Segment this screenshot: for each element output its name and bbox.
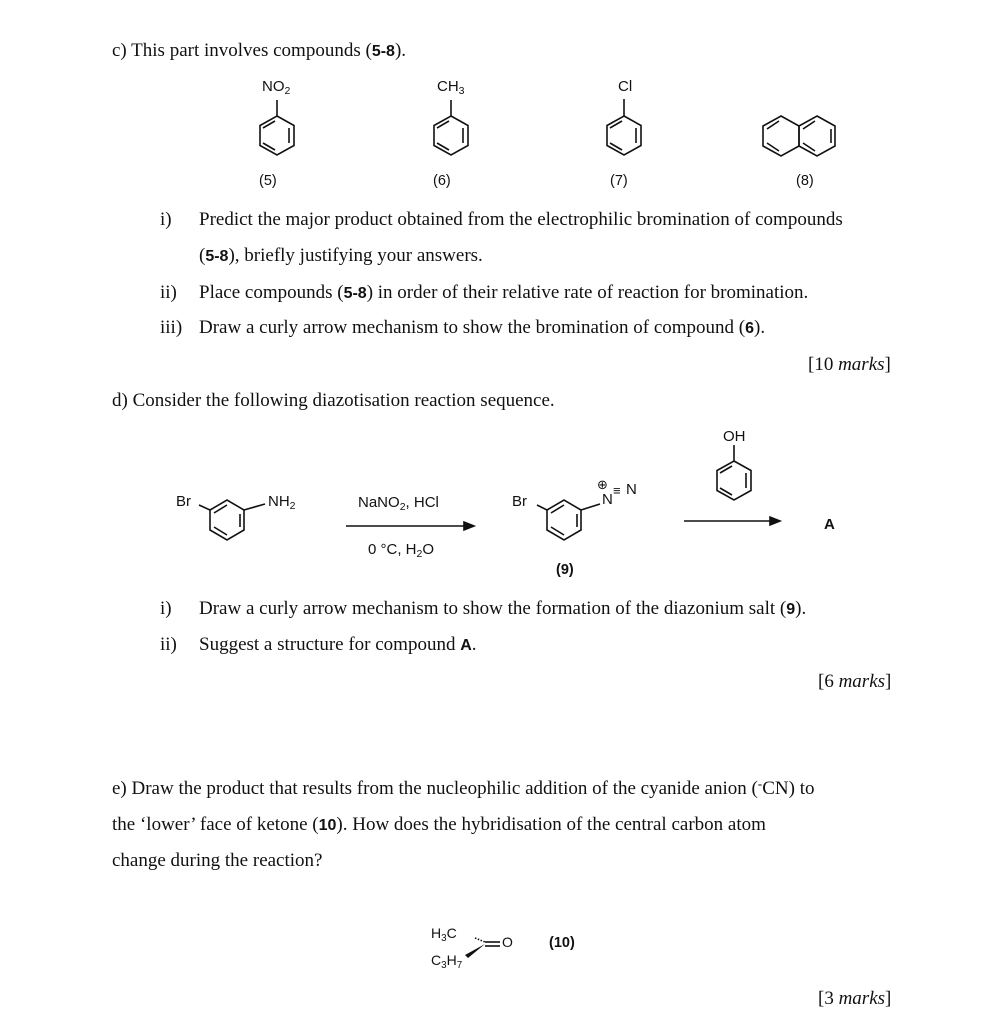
part-e-line-3: change during the reaction? bbox=[112, 850, 323, 871]
benzene-ring-bromoaniline bbox=[199, 500, 265, 540]
part-d-question-i: Draw a curly arrow mechanism to show the formation of the diazonium salt (9). bbox=[199, 598, 807, 619]
part-c-question-i-line2: (5-8), briefly justifying your answers. bbox=[199, 245, 483, 266]
diazonium-n1-label: N bbox=[602, 491, 613, 508]
ketone-compound-label: (10) bbox=[549, 935, 575, 951]
compound-5-substituent: $NO_2$ bbox=[262, 78, 291, 97]
diazonium-positive-charge: ⊕ bbox=[597, 477, 608, 492]
bromoaniline-br-label: Br bbox=[176, 493, 191, 510]
reaction-arrow-2 bbox=[684, 517, 780, 525]
part-c-heading: c) This part involves compounds (5-8). bbox=[112, 40, 407, 61]
benzene-ring-7 bbox=[607, 99, 641, 155]
diazonium-triple-bond: ≡ bbox=[613, 483, 621, 498]
bromoaniline-nh2-label: $NH_2$ bbox=[268, 493, 296, 512]
reagent-top-label: NaNO$_2$, HCl bbox=[358, 494, 439, 513]
part-e-marks: [3 marks] bbox=[818, 988, 892, 1009]
phenol-oh-label: OH bbox=[723, 428, 746, 445]
part-c-marks: [10 marks] bbox=[808, 354, 891, 375]
ketone-oxygen-label: O bbox=[502, 934, 513, 950]
part-e-line-1: e) Draw the product that results from the nucleophilic addition of the cyanide anion (-CN) to bbox=[112, 776, 815, 799]
part-d-heading: d) Consider the following diazotisation reaction sequence. bbox=[112, 390, 555, 411]
part-d-question-ii-number: ii) bbox=[160, 634, 177, 655]
part-c-question-i-number: i) bbox=[160, 209, 172, 230]
diazonium-n2-label: N bbox=[626, 481, 637, 498]
part-d-question-i-number: i) bbox=[160, 598, 172, 619]
part-c-question-ii-number: ii) bbox=[160, 282, 177, 303]
benzene-ring-phenol bbox=[717, 445, 751, 500]
diazonium-compound-label: (9) bbox=[556, 562, 574, 578]
ketone-methyl-label: $H_3C$ bbox=[431, 925, 457, 944]
diazonium-br-label: Br bbox=[512, 493, 527, 510]
ketone-10-skeleton bbox=[475, 938, 500, 946]
part-c-question-iii: Draw a curly arrow mechanism to show the bromination of compound (6). bbox=[199, 317, 766, 338]
ketone-10-wedge-bond bbox=[465, 944, 485, 958]
compound-6-label: (6) bbox=[433, 173, 451, 189]
naphthalene-rings-8 bbox=[763, 116, 835, 156]
part-d-question-ii: Suggest a structure for compound A. bbox=[199, 634, 477, 655]
benzene-ring-5 bbox=[260, 100, 294, 155]
compound-8-label: (8) bbox=[796, 173, 814, 189]
compound-6-substituent: $CH_3$ bbox=[437, 78, 465, 97]
reaction-arrow-1 bbox=[346, 522, 474, 530]
part-e-line-2: the ‘lower’ face of ketone (10). How does the hybridisation of the central carbon atom bbox=[112, 814, 766, 835]
compound-7-substituent: Cl bbox=[618, 78, 633, 95]
compound-7-label: (7) bbox=[610, 173, 628, 189]
ketone-propyl-label: $C_3H_7$ bbox=[431, 952, 463, 971]
compound-5-label: (5) bbox=[259, 173, 277, 189]
benzene-ring-diazonium bbox=[537, 500, 600, 540]
part-c-question-iii-number: iii) bbox=[160, 317, 183, 338]
part-d-marks: [6 marks] bbox=[818, 671, 892, 692]
reagent-bottom-label: 0 °C, $H_2O$ bbox=[368, 541, 435, 560]
product-a-label: A bbox=[824, 516, 835, 533]
part-c-question-i-line1: Predict the major product obtained from the electrophilic bromination of compounds bbox=[199, 209, 843, 230]
part-c-question-ii: Place compounds (5-8) in order of their relative rate of reaction for bromination. bbox=[199, 282, 809, 303]
benzene-ring-6 bbox=[434, 100, 468, 155]
